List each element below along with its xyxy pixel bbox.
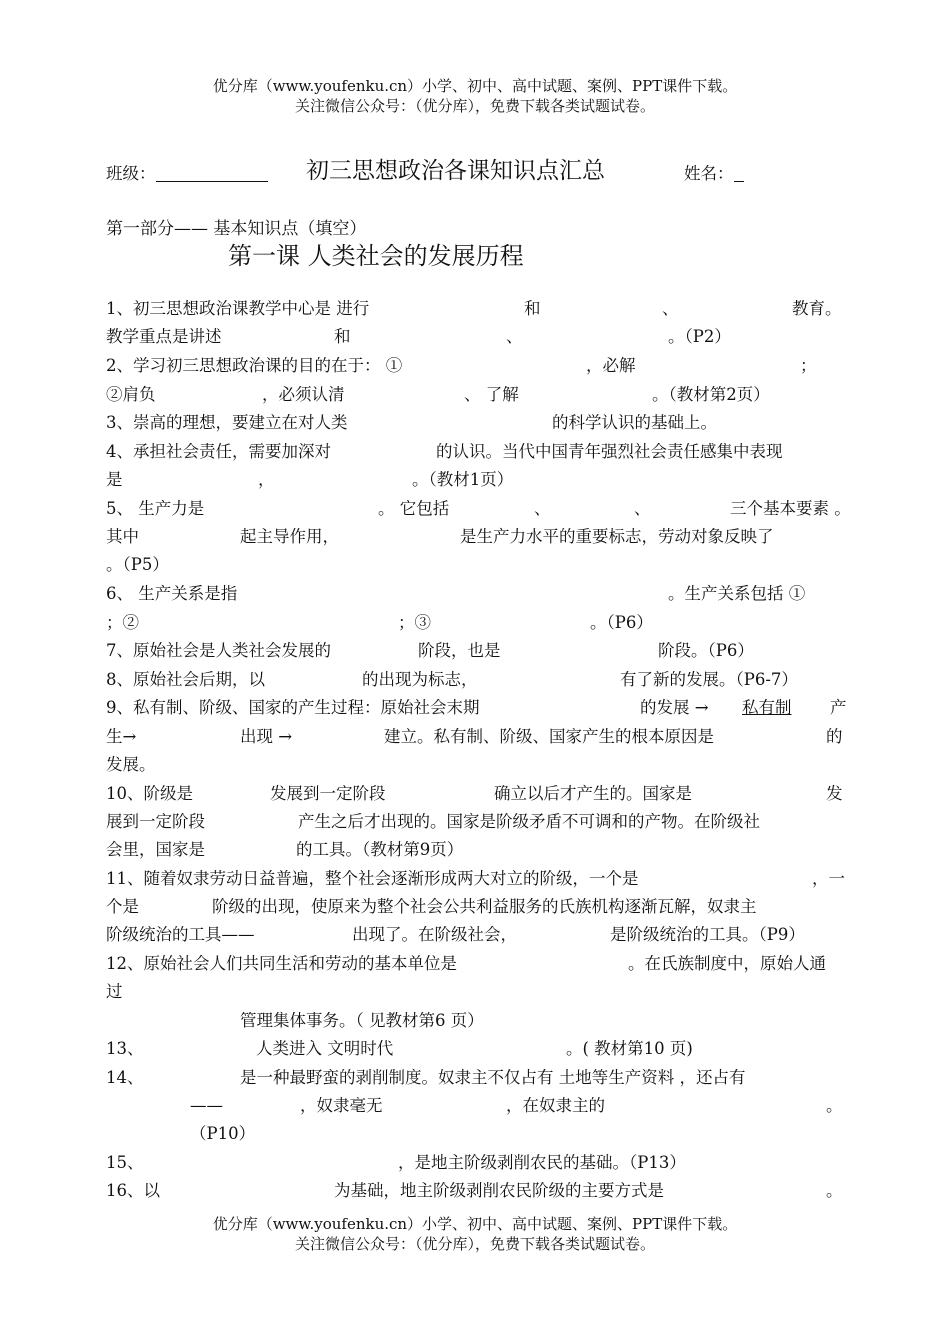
q16-text-a: 16、以	[106, 1181, 160, 1200]
q7-text-c: 阶段。（P6）	[658, 641, 754, 660]
q11-line2-a: 个是	[106, 897, 139, 916]
q1-text-b: 和	[524, 299, 541, 318]
q10-text-c: 确立以后才产生的。国家是	[494, 784, 692, 803]
q7-text-b: 阶段，也是	[418, 641, 501, 660]
name-label: 姓名：	[684, 164, 734, 183]
q10-line2-b: 产生之后才出现的。国家是阶级矛盾不可调和的产物。在阶级社	[298, 812, 760, 831]
q10-text-a: 10、阶级是	[106, 784, 193, 803]
q8-text-b: 的出现为标志，	[362, 670, 478, 689]
part-title: 第一部分—— 基本知识点（填空）	[106, 219, 367, 239]
q5-text-a: 5、 生产力是	[106, 499, 205, 518]
footer-line-1: 优分库（www.youfenku.cn）小学、初中、高中试题、案例、PPT课件下载。	[212, 1215, 738, 1233]
q2-text-b: ，必解	[586, 356, 636, 375]
q10-line3-b: 的工具。（教材第9页）	[296, 840, 464, 859]
q14-text-b: 是一种最野蛮的剥削制度。奴隶主不仅占有 土地等生产资料 ，还占有	[240, 1068, 746, 1087]
q4-line2-a: 是	[106, 470, 123, 489]
header-line-2: 关注微信公众号：（优分库），免费下载各类试题试卷。	[294, 97, 655, 115]
q11-line3-b: 出现了。在阶级社会，	[352, 925, 517, 944]
q5-line2-a: 其中	[106, 527, 139, 546]
q3-text-b: 的科学认识的基础上。	[552, 413, 717, 432]
q6-line2-b: ；③	[398, 613, 431, 632]
q16-text-b: 为基础，地主阶级剥削农民阶级的主要方式是	[334, 1181, 664, 1200]
q12-line2-a: 过	[106, 982, 123, 1001]
q14-line2-a: ——	[190, 1096, 223, 1115]
q2-line2-c: 、 了解	[464, 385, 519, 404]
q11-line3-a: 阶级统治的工具——	[106, 925, 255, 944]
q2-text-a: 2、学习初三思想政治课的目的在于： ①	[106, 356, 403, 375]
q1-line2-b: 和	[334, 327, 351, 346]
q4-line2-b: ，	[258, 470, 275, 489]
q2-line2-d: 。（教材第2页）	[652, 385, 770, 404]
q13-text-c: 。( 教材第10 页)	[566, 1039, 693, 1058]
q4-text-b: 的认识。当代中国青年强烈社会责任感集中表现	[436, 442, 783, 461]
q9-line2-c: 建立。私有制、阶级、国家产生的根本原因是	[384, 727, 714, 746]
q9-text-d: 产	[830, 698, 847, 717]
q5-text-c: 、	[534, 499, 551, 518]
q11-line2-b: 阶级的出现，使原来为整个社会公共利益服务的氏族机构逐渐瓦解，奴隶主	[212, 897, 757, 916]
class-label: 班级：	[106, 164, 156, 183]
q1-text-d: 教育。	[792, 299, 842, 318]
q15-text-b: ，是地主阶级剥削农民的基础。（P13）	[398, 1153, 686, 1172]
q7-text-a: 7、原始社会是人类社会发展的	[106, 641, 331, 660]
q6-text-a: 6、 生产关系是指	[106, 584, 238, 603]
q5-line2-b: 起主导作用，	[240, 527, 339, 546]
q11-text-b: ，一	[812, 869, 845, 888]
q11-line3-c: 是阶级统治的工具。（P9）	[610, 925, 805, 944]
q2-text-c: ；	[800, 356, 817, 375]
q9-line2-d: 的	[826, 727, 843, 746]
q16-text-c: 。	[826, 1181, 843, 1200]
q14-line2-b: ，奴隶毫无	[300, 1096, 383, 1115]
q1-line2-a: 教学重点是讲述	[106, 327, 222, 346]
q5-text-e: 三个基本要素 。	[730, 499, 851, 518]
q10-line2-a: 展到一定阶段	[106, 812, 205, 831]
q5-text-b: 。 它包括	[378, 499, 450, 518]
name-blank	[734, 163, 744, 182]
q10-text-b: 发展到一定阶段	[270, 784, 386, 803]
q5-text-d: 、	[634, 499, 651, 518]
q14-line2-d: 。	[826, 1096, 843, 1115]
q10-text-d: 发	[826, 784, 843, 803]
q1-line2-d: 。（P2）	[668, 327, 731, 346]
q9-text-a: 9、私有制、阶级、国家的产生过程：原始社会末期	[106, 698, 480, 717]
name-field	[684, 160, 744, 184]
q9-line2-a: 生→	[106, 727, 137, 746]
q9-underlined-term: 私有制	[742, 698, 792, 717]
q9-line3-a: 发展。	[106, 755, 156, 774]
q8-text-a: 8、原始社会后期，以	[106, 670, 265, 689]
document-title: 初三思想政治各课知识点汇总	[306, 158, 605, 184]
class-blank	[156, 163, 268, 182]
q6-text-b: 。生产关系包括 ①	[668, 584, 806, 603]
q1-text-a: 1、初三思想政治课教学中心是 进行	[106, 299, 370, 318]
footer-line-2: 关注微信公众号：（优分库），免费下载各类试题试卷。	[294, 1235, 655, 1253]
class-field	[106, 160, 268, 184]
q2-line2-a: ②肩负	[106, 385, 156, 404]
q12-line3-a: 管理集体事务。（ 见教材第6 页）	[240, 1011, 484, 1030]
q2-line2-b: ，必须认清	[262, 385, 345, 404]
q6-line2-c: 。（P6）	[590, 613, 653, 632]
q8-text-c: 有了新的发展。（P6-7）	[620, 670, 798, 689]
q1-text-c: 、	[662, 299, 679, 318]
q14-text-a: 14、	[106, 1068, 144, 1087]
q9-line2-b: 出现 →	[240, 727, 293, 746]
q11-text-a: 11、随着奴隶劳动日益普遍，整个社会逐渐形成两大对立的阶级，一个是	[106, 869, 639, 888]
q13-text-a: 13、	[106, 1039, 144, 1058]
q15-text-a: 15、	[106, 1153, 144, 1172]
q13-text-b: 人类进入 文明时代	[256, 1039, 394, 1058]
q9-text-b: 的发展 →	[640, 698, 709, 717]
q4-text-a: 4、承担社会责任，需要加深对	[106, 442, 331, 461]
q5-line3-a: 。（P5）	[106, 555, 169, 574]
q10-line3-a: 会里，国家是	[106, 840, 205, 859]
q12-text-a: 12、原始社会人们共同生活和劳动的基本单位是	[106, 954, 457, 973]
q1-line2-c: 、	[506, 327, 523, 346]
q14-line3-a: （P10）	[190, 1124, 256, 1143]
q3-text-a: 3、崇高的理想，要建立在对人类	[106, 413, 348, 432]
header-line-1: 优分库（www.youfenku.cn）小学、初中、高中试题、案例、PPT课件下载。	[212, 77, 738, 95]
q6-line2-a: ；②	[106, 613, 139, 632]
q14-line2-c: ，在奴隶主的	[506, 1096, 605, 1115]
q5-line2-c: 是生产力水平的重要标志，劳动对象反映了	[460, 527, 774, 546]
q4-line2-c: 。（教材1页）	[412, 470, 514, 489]
lesson-title: 第一课 人类社会的发展历程	[228, 242, 524, 270]
q12-text-b: 。在氏族制度中，原始人通	[628, 954, 826, 973]
